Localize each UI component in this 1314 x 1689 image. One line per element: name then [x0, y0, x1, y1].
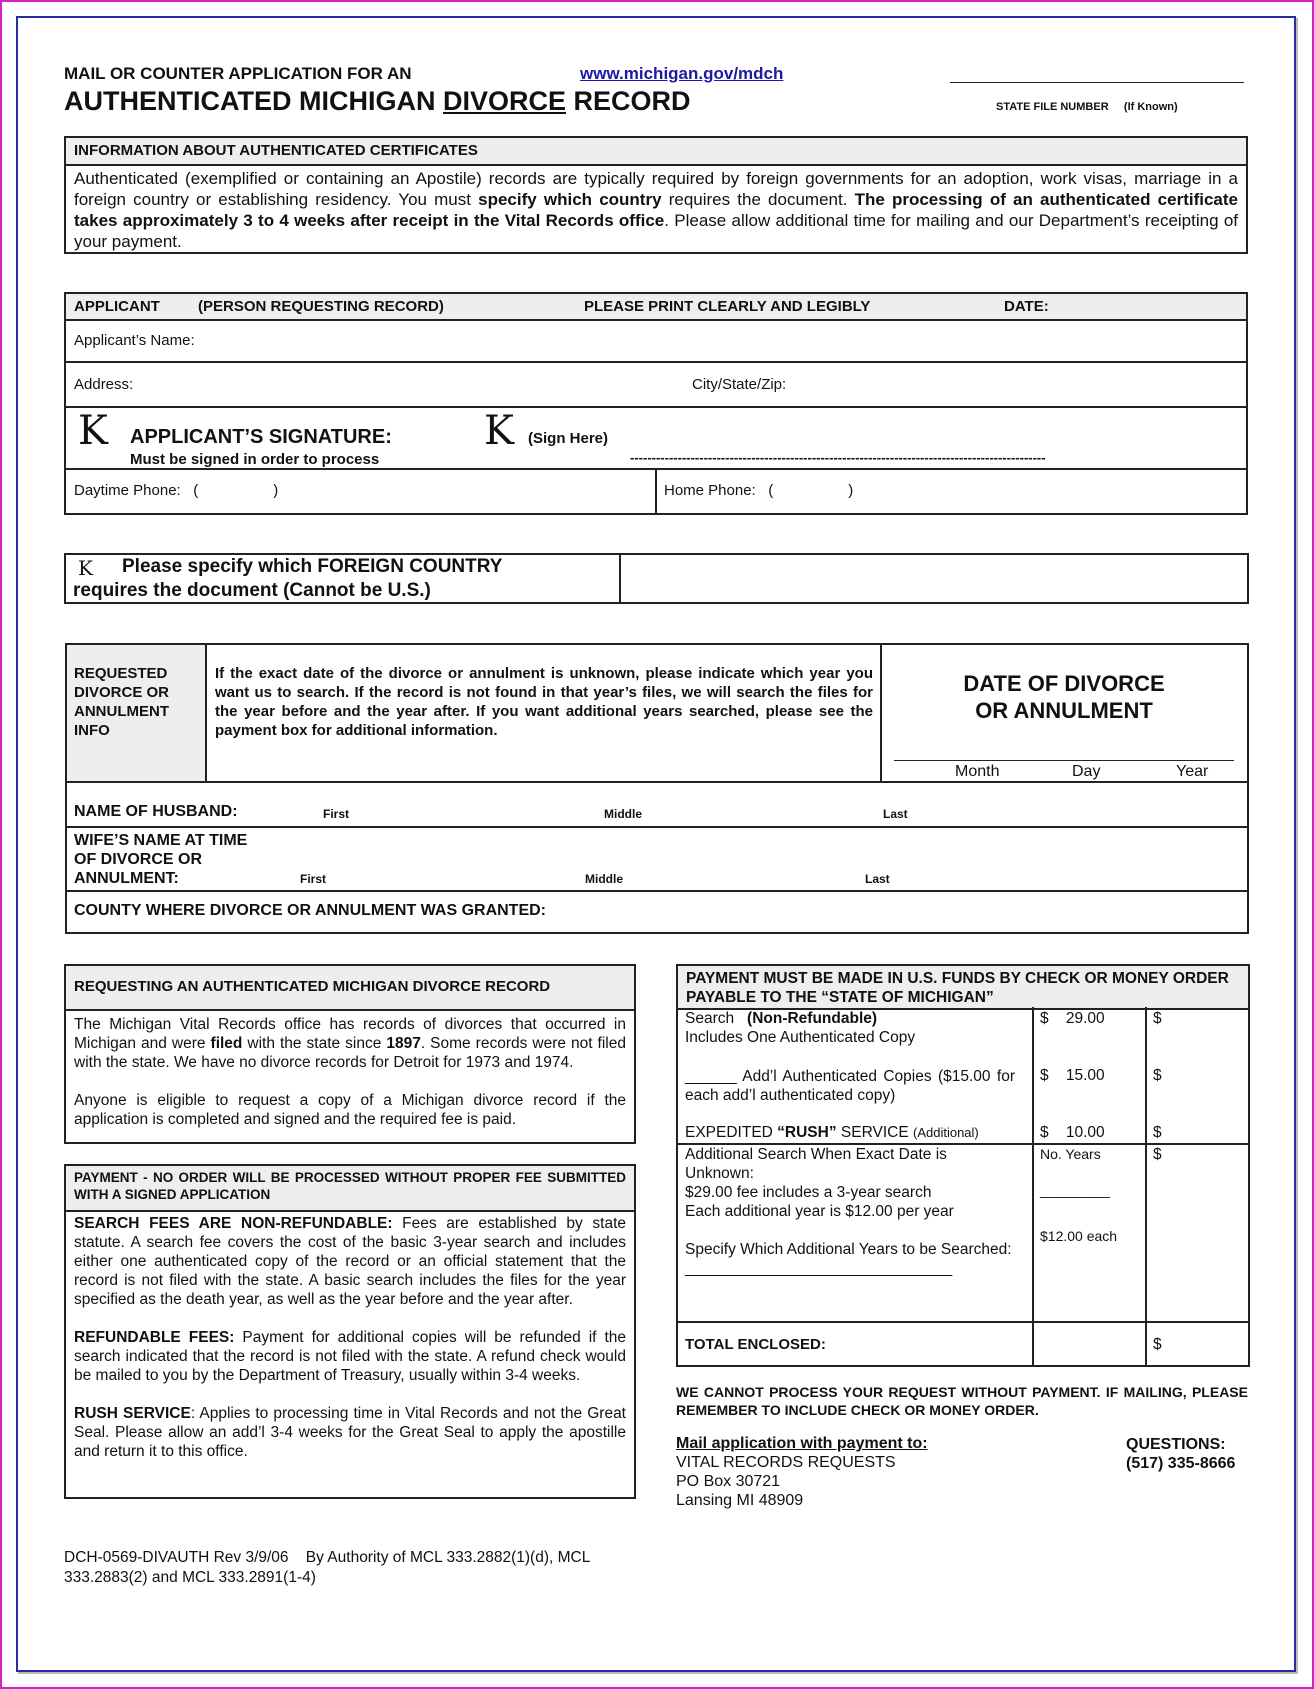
wife-label: WIFE’S NAME AT TIME OF DIVORCE OR ANNULMENT: [74, 832, 248, 887]
rush-service-entry[interactable]: $ [1153, 1124, 1162, 1141]
date-of-divorce-title: DATE OF DIVORCE OR ANNULMENT [963, 671, 1165, 723]
signature-line[interactable]: ------------------------------------------------------------------------------------------------ [630, 450, 1046, 465]
mail-heading: Mail application with payment to: [676, 1435, 928, 1452]
husband-last-label: Last [883, 807, 908, 821]
requested-label: REQUESTED DIVORCE OR ANNULMENT INFO [74, 665, 170, 739]
husband-label: NAME OF HUSBAND: [74, 803, 238, 820]
rush-service-rule: RUSH SERVICE: Applies to processing time in Vital Records and not the Great Seal. Please allow an add’l 3-4 weeks for the Great Seal to apply the apostille and return it to this office. [74, 1405, 626, 1460]
foreign-k-marker: K [78, 556, 93, 580]
foreign-country-input[interactable] [620, 555, 1247, 602]
refundable-fees-rule: REFUNDABLE FEES: Payment for additional copies will be refunded if the search indicated that the record is not filed with the state. A refund check would be mailed to you by the Department of Treasury, usually within 3-4 weeks. [74, 1329, 626, 1384]
per-year-fee: $12.00 each [1040, 1228, 1118, 1244]
payment-rules-heading: PAYMENT - NO ORDER WILL BE PROCESSED WITHOUT PROPER FEE SUBMITTED WITH A SIGNED APPLICATION [66, 1166, 634, 1212]
total-enclosed-entry[interactable]: $ [1153, 1336, 1162, 1353]
daytime-phone-field[interactable]: Daytime Phone: ( ) [74, 482, 279, 499]
husband-middle-label: Middle [604, 807, 642, 821]
home-phone-field[interactable]: Home Phone: ( ) [664, 482, 854, 499]
form-title: AUTHENTICATED MICHIGAN DIVORCE RECORD [64, 86, 691, 116]
year-label: Year [1176, 763, 1209, 780]
wife-name-field[interactable] [280, 829, 1246, 889]
wife-first-label: First [300, 872, 327, 886]
date-entry-line[interactable] [894, 760, 1234, 761]
mailing-address: VITAL RECORDS REQUESTS PO Box 30721 Lansing MI 48909 [676, 1454, 896, 1509]
sign-here-k-marker: K [484, 408, 514, 454]
requesting-p1: The Michigan Vital Records office has records of divorces that occurred in Michigan and were filed with the state since 1897. Some records were not filed with the state. We have no divorce records for Detroit for 1973 and 1974. [74, 1016, 626, 1071]
total-enclosed-label: TOTAL ENCLOSED: [685, 1336, 826, 1353]
search-fee-desc: Search (Non-Refundable) Includes One Authenticated Copy [685, 1010, 916, 1046]
additional-search-entry[interactable]: $ [1153, 1146, 1162, 1163]
payment-rules-box [64, 1164, 636, 1499]
no-years-field[interactable]: _________ [1040, 1182, 1111, 1198]
husband-name-field[interactable] [300, 784, 1246, 824]
signature-k-marker: K [78, 408, 108, 454]
foreign-country-line1: Please specify which FOREIGN COUNTRY [122, 556, 503, 577]
no-years-label: No. Years [1040, 1146, 1101, 1162]
additional-years-field[interactable]: _______________________________ [685, 1260, 953, 1277]
foreign-country-line2: requires the document (Cannot be U.S.) [73, 580, 431, 601]
requested-instructions: If the exact date of the divorce or annulment is unknown, please indicate which year you want us to search. If the record is not found in that year’s files, we will search the files for the year before and the year after. If you want additional years searched, please see the payment box for additional information. [215, 665, 873, 739]
rush-service-amount: $ 10.00 [1040, 1124, 1105, 1141]
info-text: Authenticated (exemplified or containing an Apostile) records are typically required by foreign governments for an adoption, work visas, marriage in a foreign country or establishing residency. You must specify which country requires the document. The processing of an authenticated certificate takes approximately 3 to 4 weeks after receipt in the Vital Records office. Please allow additional time for mailing and our Department’s receipting of your payment. [74, 169, 1238, 251]
sign-here-label: (Sign Here) [528, 430, 609, 447]
additional-copies-desc: ______ Add’l Authenticated Copies ($15.00 for each add’l authenticated copy) [685, 1068, 1015, 1104]
city-state-zip-label: City/State/Zip: [692, 376, 787, 393]
signature-label: APPLICANT’S SIGNATURE: [130, 426, 392, 448]
applicant-name-label: Applicant’s Name: [74, 332, 195, 349]
additional-copies-amount: $ 15.00 [1040, 1067, 1105, 1084]
info-heading: INFORMATION ABOUT AUTHENTICATED CERTIFICATES [66, 138, 1246, 166]
signature-sublabel: Must be signed in order to process [130, 451, 380, 468]
wife-middle-label: Middle [585, 872, 623, 886]
requesting-p2: Anyone is eligible to request a copy of a Michigan divorce record if the application is completed and signed and the required fee is paid. [74, 1092, 626, 1128]
husband-first-label: First [323, 807, 350, 821]
day-label: Day [1072, 763, 1101, 780]
wife-last-label: Last [865, 872, 890, 886]
county-field[interactable] [580, 893, 1246, 931]
search-fee-entry[interactable]: $ [1153, 1010, 1162, 1027]
applicant-heading: APPLICANT (PERSON REQUESTING RECORD) PLEASE PRINT CLEARLY AND LEGIBLY DATE: [66, 294, 1246, 321]
rush-service-desc: EXPEDITED “RUSH” SERVICE (Additional) [685, 1124, 979, 1141]
state-file-number-label: STATE FILE NUMBER (If Known) [996, 101, 1178, 113]
payment-warning: WE CANNOT PROCESS YOUR REQUEST WITHOUT PAYMENT. IF MAILING, PLEASE REMEMBER TO INCLUDE CHECK OR MONEY ORDER. [676, 1384, 1248, 1418]
address-label: Address: [74, 376, 134, 393]
additional-search-desc: Additional Search When Exact Date is Unknown: $29.00 fee includes a 3-year search Each additional year is $12.00 per year Specify Which Additional Years to be Searched: _______________________________ [685, 1145, 1015, 1278]
form-id: DCH-0569-DIVAUTH Rev 3/9/06 By Authority of MCL 333.2882(1)(d), MCL 333.2883(2) and MCL 333.2891(1-4) [64, 1549, 595, 1586]
search-fee-amount: $ 29.00 [1040, 1010, 1105, 1027]
applicant-name-field[interactable] [64, 320, 1248, 362]
county-label: COUNTY WHERE DIVORCE OR ANNULMENT WAS GRANTED: [74, 902, 546, 919]
additional-copies-entry[interactable]: $ [1153, 1067, 1162, 1084]
requesting-heading: REQUESTING AN AUTHENTICATED MICHIGAN DIVORCE RECORD [66, 966, 634, 1011]
search-fees-rule: SEARCH FEES ARE NON-REFUNDABLE: Fees are established by state statute. A search fee covers the cost of the basic 3-year search and includes either one authenticated copy of the record or an official statement that the record is not filed with the state. A basic search includes the files for the year specified as the death year, as well as the year before and the year after. [74, 1215, 626, 1308]
info-box [64, 136, 1248, 254]
fees-heading: PAYMENT MUST BE MADE IN U.S. FUNDS BY CHECK OR MONEY ORDER PAYABLE TO THE “STATE OF MICHIGAN” [678, 966, 1248, 1010]
website-link[interactable]: www.michigan.gov/mdch [580, 64, 784, 83]
requesting-box [64, 964, 636, 1144]
month-label: Month [955, 763, 1000, 780]
state-file-number-line[interactable] [950, 82, 1244, 83]
questions-contact: QUESTIONS: (517) 335-8666 [1126, 1436, 1236, 1472]
form-subtitle: MAIL OR COUNTER APPLICATION FOR AN [64, 64, 412, 83]
